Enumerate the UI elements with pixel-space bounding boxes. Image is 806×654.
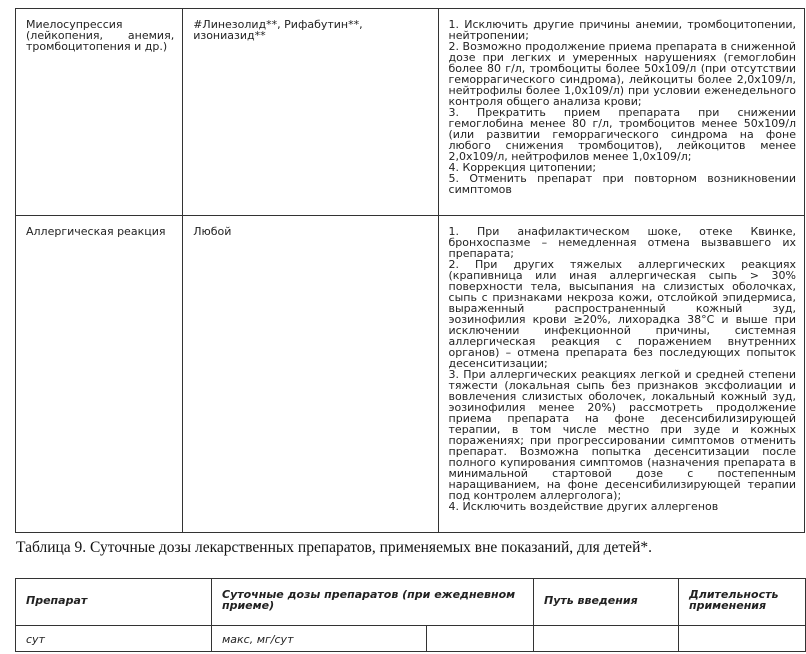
table-cell xyxy=(679,626,806,652)
action-item: 1. Исключить другие причины анемии, тромбоцитопении, нейтропении; xyxy=(448,18,796,42)
action-item: 1. При анафилактическом шоке, отеке Квинке, бронхоспазме – немедленная отмена вызвавшего их препарата; xyxy=(448,225,796,260)
table-cell: макс, мг/сут xyxy=(212,626,427,652)
table-caption: Таблица 9. Суточные дозы лекарственных препаратов, применяемых вне показаний, для детей*. xyxy=(16,539,652,556)
actions-cell xyxy=(438,216,804,533)
column-header-dose: Суточные дозы препаратов (при ежедневном приеме) xyxy=(212,579,534,626)
action-item: 4. Коррекция цитопении; xyxy=(448,161,597,174)
table-row xyxy=(16,216,805,533)
condition-cell: Миелосупрессия (лейкопения, анемия, тромбоцитопения и др.) xyxy=(16,9,183,216)
daily-doses-table xyxy=(15,578,806,652)
column-header-route: Путь введения xyxy=(534,579,679,626)
table-row xyxy=(16,626,806,652)
action-item: 3. Прекратить прием препарата при снижении гемоглобина менее 80 г/л, тромбоцитов менее 50х109/л (или развитии геморрагического синдрома на фоне любого снижения тромбоцитов), лейкоцитов менее 2,0х109/л, нейтрофилов менее 1,0х109/л; xyxy=(448,106,796,163)
action-item: 5. Отменить препарат при повторном возникновении симптомов xyxy=(448,172,796,196)
column-header-drug: Препарат xyxy=(16,579,212,626)
action-item: 2. При других тяжелых аллергических реакциях (крапивница или иная аллергическая сыпь > 30% поверхности тела, высыпания на слизистых оболочках, сыпь с признаками некроза кожи, отслойкой эпидермиса, выраженный распространенный кожный зуд, эозинофилия крови ≥20%, лихорадка 38°С и выше при исключении инфекционной причины, системная аллергическая реакция с поражением внутренних органов) – отмена препарата без последующих попыток десенситизации; xyxy=(448,258,796,370)
table-cell xyxy=(427,626,534,652)
condition-cell: Аллергическая реакция xyxy=(16,216,183,533)
table-row xyxy=(16,9,805,216)
action-item: 2. Возможно продолжение приема препарата в сниженной дозе при легких и умеренных нарушениях (гемоглобин более 80 г/л, тромбоциты более 50х109/л (при отсутствии геморрагического синдрома), лейкоциты более 2,0х109/л, нейтрофилы более 1,0х109/л) при условии еженедельного контроля общего анализа крови; xyxy=(448,40,796,108)
action-item: 3. При аллергических реакциях легкой и средней степени тяжести (локальная сыпь без признаков эксфолиации и вовлечения слизистых оболочек, локальный кожный зуд, эозинофилия менее 20%) рассмотреть продолжение приема препарата на фоне десенсибилизирующей терапии, в том числе местно при зуде и кожных поражениях; при прогрессировании симптомов отменить препарат. Возможна попытка десенситизации после полного купирования симптомов (назначения препарата в минимальной стартовой дозе с постепенным наращиванием, на фоне десенсибилизирующей терапии под контролем аллерголога); xyxy=(448,368,796,502)
table-header-row xyxy=(16,579,806,626)
drugs-cell: Любой xyxy=(183,216,438,533)
actions-cell xyxy=(438,9,804,216)
column-header-duration: Длительность применения xyxy=(679,579,806,626)
adverse-reactions-table xyxy=(15,8,805,533)
table-cell: сут xyxy=(16,626,212,652)
drugs-cell: #Линезолид**, Рифабутин**, изониазид** xyxy=(183,9,438,216)
action-item: 4. Исключить воздействие других аллергенов xyxy=(448,500,719,513)
table-cell xyxy=(534,626,679,652)
